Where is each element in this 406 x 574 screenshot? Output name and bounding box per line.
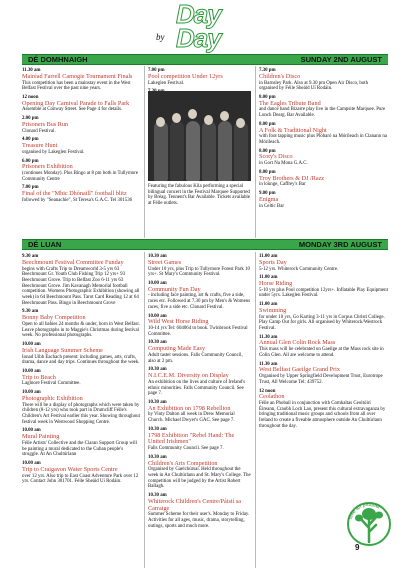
event-time: 2.00 pm bbox=[22, 116, 39, 122]
event-item bbox=[259, 254, 388, 272]
event-description: organised by Lakeglen Festival. bbox=[22, 149, 85, 155]
event-description: in Gort Na Mona G.A.C. bbox=[259, 161, 308, 167]
event-time: 10.00 am bbox=[22, 428, 41, 434]
event-time: 10.30 am bbox=[148, 454, 167, 460]
event-item bbox=[259, 362, 388, 386]
band-photo bbox=[148, 91, 251, 181]
event-item bbox=[259, 170, 388, 188]
event-item bbox=[22, 68, 140, 92]
event-item bbox=[148, 68, 251, 86]
event-title: Prisoners Exhibition bbox=[22, 163, 73, 171]
event-title: N.I.C.E.M. Diversity on Display bbox=[148, 372, 229, 380]
event-description: for under 10 yrs, Go Karting 3-11 yrs in Corpus Christi College. Play Camp Out for girls. All organised by Whiterock/Westrock Festival. bbox=[259, 314, 385, 332]
event-time: 10.30 am bbox=[148, 493, 167, 499]
event-time: 9.00 pm bbox=[259, 191, 276, 197]
event-title: Scoty's Disco bbox=[259, 153, 293, 161]
event-title: Sports Day bbox=[259, 258, 287, 266]
monday-english-label: MONDAY 3RD AUGUST bbox=[298, 240, 382, 249]
event-title: Children's Arts Competition bbox=[148, 459, 218, 467]
event-time: 8.00 pm bbox=[259, 169, 276, 175]
event-item bbox=[22, 428, 140, 458]
event-item bbox=[22, 390, 140, 425]
event-title: Enigma bbox=[259, 195, 279, 203]
event-time: 10.00 am bbox=[148, 280, 167, 286]
event-title: The Eagles Tribute Band bbox=[259, 99, 321, 107]
event-title: Wild West Horse Riding bbox=[148, 318, 209, 326]
event-title: Trip to Craigavon Water Sports Centre bbox=[22, 465, 118, 473]
event-time: 7.00 pm bbox=[148, 68, 165, 73]
logo-text: féile an phobail bbox=[347, 501, 381, 521]
event-time: 11.30 am bbox=[22, 68, 41, 73]
monday-column-1 bbox=[22, 254, 140, 488]
event-description: Assemble at Conway Street. See Page 4 for details. bbox=[22, 107, 123, 113]
event-time: 10.30 am bbox=[148, 399, 167, 405]
day-by-day-title: Day Day bbox=[176, 0, 221, 53]
event-description: 5-12 yrs. Whiterock Community Centre. bbox=[259, 266, 339, 272]
event-description: 10-14 yrs Tel: 604064 to book. Twinbrook Festival Committee. bbox=[148, 326, 248, 337]
event-item bbox=[22, 95, 140, 113]
sunday-band bbox=[22, 54, 388, 65]
event-description: 5-10 yrs plus Pool competition 12yrs+. Inflatable Play Equipment under 5yrs. Lakeglen Festival. bbox=[259, 287, 388, 299]
event-title: Ceolathon bbox=[259, 393, 285, 401]
byline: by bbox=[156, 32, 165, 42]
event-item bbox=[259, 191, 388, 209]
event-description: Clonard Festival. bbox=[22, 128, 56, 134]
event-description: and dance band Bizarre play live in the Campsite Marquee. Pure Lunch Dearg. Bar Available. bbox=[259, 107, 386, 119]
monday-band bbox=[22, 239, 388, 250]
event-time: 4.00 pm bbox=[22, 137, 39, 143]
event-description: over 12 yrs. Also trip to East Coast Adventure Park over 12 yrs. Contact John 301701. Féile Sheáid Uí Rodáin. bbox=[22, 473, 139, 485]
event-description: Organised by Gaelchúrsaí. Held throughout the week in An Chultúrlann and St. Mary's College. The competition will be judged by the Artist Robert Ballagh. bbox=[148, 467, 251, 490]
event-time: 9.30 am bbox=[22, 254, 39, 259]
event-title: Irish Language Summer Scheme bbox=[22, 346, 103, 354]
event-time: 11.30 am bbox=[259, 361, 278, 367]
event-title: Horse Riding bbox=[259, 279, 293, 287]
event-title: Troy Brothers & DJ /Razz bbox=[259, 174, 325, 182]
event-title: Street Games bbox=[148, 258, 182, 266]
event-description: Lakeglen Festival. bbox=[148, 80, 185, 86]
event-item bbox=[22, 185, 140, 203]
event-title: Trip to Beach bbox=[22, 373, 56, 381]
event-title: Opening Day Carnival Parade to Falls Park bbox=[22, 99, 130, 107]
monday-column-2 bbox=[148, 254, 251, 533]
event-title: Children's Disco bbox=[259, 72, 301, 80]
event-time: 8.00 pm bbox=[259, 121, 276, 127]
event-title: West Belfast Gaeilge Grand Prix bbox=[259, 366, 340, 374]
event-time: 9.30 am bbox=[22, 309, 39, 315]
event-time: 7.00 pm bbox=[22, 185, 39, 191]
event-item bbox=[148, 254, 251, 278]
event-description: (continues Monday). Plus Bingo at 8 pm both in Tullymore Community Centre bbox=[22, 171, 139, 182]
event-item bbox=[259, 149, 388, 167]
event-description: followed by "Seanachie", St Teresa's G.A.C. Tel 301536 bbox=[22, 197, 133, 203]
event-description: Féile Artists' Collective and the Ciaran Support Group will be painting a mural dedicated to the Cuban people's struggle. At An Chultúrlann bbox=[22, 440, 137, 458]
event-time: 8.00 pm bbox=[259, 94, 276, 100]
event-time: 12 noon bbox=[22, 94, 39, 100]
event-title: Prisoners Bus Run bbox=[22, 120, 69, 128]
sunday-irish-label: DÉ DOMHNAIGH bbox=[28, 55, 88, 64]
event-item bbox=[259, 389, 388, 430]
event-title: Pool competition Under 12yrs bbox=[148, 72, 223, 80]
event-title: Mural Painting bbox=[22, 433, 60, 441]
event-item bbox=[148, 427, 251, 452]
event-title: Computing Made Easy bbox=[148, 345, 206, 353]
photo-caption: Featuring the fabulous Kila performing a special bilingual concert in the Festival Marquee Supported by Bréag. Tennent's Bar Available. Tickets available at Féile outlets. bbox=[148, 184, 250, 207]
event-description: Under 10 yrs, plus Trip to Tullymore Forest Park 10 yrs+. St Mary's Community Festival. bbox=[148, 266, 250, 278]
event-time: 8.00 pm bbox=[259, 148, 276, 154]
event-description: by Vinty Dalton all week in Drew Memorial Church. Michael Dwyer's GAC. See page 7. bbox=[148, 412, 235, 424]
event-description: There will be a display of photographs which were taken by children (8-12 yrs) who took part in Drumcliff Féile's Children's Art Festival earlier this year. Showing throughout festival week in Westwood Shopping Centre. bbox=[22, 402, 140, 425]
event-title: Treasure Hunt bbox=[22, 142, 58, 150]
event-time: 10.00 am bbox=[148, 313, 167, 319]
event-description: in lounge, Caffrey's Bar bbox=[259, 182, 306, 188]
sunday-column-1 bbox=[22, 68, 140, 207]
event-time: 11.30 am bbox=[259, 334, 278, 340]
event-item bbox=[22, 137, 140, 155]
event-description: An exhibition on the lives and culture of Ireland's ethnic minorities. Falls Community Council. See page 7. bbox=[148, 379, 246, 397]
event-item bbox=[148, 340, 251, 364]
page-number: 9 bbox=[355, 543, 360, 552]
event-description: - including face painting, art & crafts, five a side, races etc. Followed at 7.30 pm by Men's & Womens races, five a side etc. Clonard Festival. bbox=[148, 293, 251, 310]
event-title: Mairéad Farrell Camogie Tournament Finals bbox=[22, 72, 133, 80]
column-divider bbox=[255, 252, 256, 568]
event-item bbox=[22, 254, 140, 306]
event-time: 10.00 am bbox=[22, 342, 41, 348]
event-title: Photographic Exhibition bbox=[22, 394, 83, 402]
event-item bbox=[148, 455, 251, 490]
event-item bbox=[259, 275, 388, 299]
column-divider bbox=[144, 66, 145, 238]
event-time: 11.00 am bbox=[259, 275, 278, 281]
event-description: Ionad Uibh Eachach present: including games, arts, crafts, drama, dance and day trips. Continues throughout the week. bbox=[22, 354, 140, 366]
event-item bbox=[22, 116, 140, 134]
event-description: This competition has been a mainstay event in the West Belfast Festival over the past nine years. bbox=[22, 80, 131, 92]
event-item bbox=[259, 335, 388, 359]
event-time: 10.30 am bbox=[148, 340, 167, 346]
event-item bbox=[259, 68, 388, 92]
event-time: 10.30 am bbox=[148, 254, 167, 259]
monday-irish-label: DÉ LUAN bbox=[28, 240, 62, 249]
event-description: Adult taster sessions. Falls Community Council, also at 2 pm. bbox=[148, 352, 243, 364]
event-title: An Exhibition on 1798 Rebellion bbox=[148, 404, 231, 412]
event-item bbox=[22, 369, 140, 387]
event-item bbox=[259, 95, 388, 119]
event-item bbox=[148, 314, 251, 338]
monday-column-3 bbox=[259, 254, 388, 433]
event-title: Whiterock Children's Centre/Páistí sa Carraige bbox=[148, 497, 242, 512]
event-title: Community Fun Day bbox=[148, 285, 201, 293]
event-title: Swimming bbox=[259, 306, 287, 314]
event-description: This mass will be celebrated on Gaeilge at the Mass rock site in Colin Glen. All are welcome to attend. bbox=[259, 347, 384, 358]
event-item bbox=[22, 461, 140, 485]
event-item bbox=[148, 400, 251, 424]
event-item bbox=[259, 122, 388, 146]
feile-logo bbox=[345, 498, 393, 554]
column-divider bbox=[255, 66, 256, 238]
event-description: Open to all babies 24 months & under, born in West Belfast. Leave photographs in to Maggie's Christmas during festival week. No professional photographs. bbox=[22, 321, 140, 339]
event-item bbox=[148, 367, 251, 397]
event-time: 11.00 am bbox=[259, 254, 278, 259]
event-description: in Celtic Bar bbox=[259, 203, 284, 209]
event-description: Féile an Phobail in conjunction with Comhaltas Ceoltóirí Éireann, Craobh Loch Lao, present this cultural extravaganza by bringing traditional music groups and schools from all over Ireland to create a fiveable atmosphere outside An Chultúrlann throughout the day. bbox=[259, 401, 386, 429]
event-time: 10.30 am bbox=[148, 426, 167, 432]
event-description: Summer Scheme for their user's. Monday to Friday. Activities for all ages, music, drama, storytelling, outings, sports and much more. bbox=[148, 512, 250, 529]
event-title: Beechmount Festival Committee Funday bbox=[22, 258, 124, 266]
event-title: Bonny Baby Competition bbox=[22, 314, 86, 322]
event-description: Falls Community Council. See page 7. bbox=[148, 446, 224, 452]
event-item bbox=[148, 281, 251, 311]
event-item bbox=[22, 309, 140, 339]
event-item bbox=[148, 493, 251, 529]
event-time: 6.00 pm bbox=[22, 158, 39, 164]
event-item bbox=[22, 159, 140, 183]
event-description: in Barnsley Park. Also at 9.30 pm Open Air Disco, both organised by Féile Sheáid Uí Rodáin. bbox=[259, 80, 369, 92]
page-header bbox=[0, 0, 406, 52]
event-title: Annual Glen Colin Rock Mass bbox=[259, 339, 336, 347]
event-description: begins with Crafts Trip to Dreamworld 3-5 yrs 63 Beechmount Gr. Youth Club Fishing Trip 12 yrs+ 93 Beechmount Grove. Trip to Belfast Zoo 6-11 yrs 63 Beechmount Grove. Jim Kavanagh Memorial football competition. Womens Photographic Exhibition (showing all week) in 64 Beechmount Pass. Tarot Card Reading 12 at 64 Beechmount Pass. Bingo in Beechmount Grove bbox=[22, 266, 140, 306]
event-description: with foot tapping music plus Plobaró na Mórileach in Clanann na Mórileach. bbox=[259, 134, 387, 146]
sunday-column-3 bbox=[259, 68, 388, 212]
event-time: 10.30 am bbox=[148, 367, 167, 373]
sunday-english-label: SUNDAY 2ND AUGUST bbox=[300, 55, 382, 64]
event-title: 1798 Exhibition "Rebel Hand: The United Irishmen" bbox=[148, 431, 235, 446]
event-description: Lagmore Festival Committee. bbox=[22, 381, 81, 387]
event-item bbox=[22, 342, 140, 366]
event-title: Final of the "Mhic Dhónaill" football blitz bbox=[22, 190, 127, 198]
event-time: 10.00 am bbox=[22, 461, 41, 467]
event-time: 7.30 pm bbox=[259, 68, 276, 73]
event-time: 10.00 am bbox=[22, 368, 41, 374]
event-title: A Folk & Traditional Night bbox=[259, 126, 327, 134]
event-time: 11.00 am bbox=[259, 302, 278, 308]
event-item bbox=[259, 302, 388, 332]
event-description: Organised by Upper Springfield Development Trust, Eurotrope Trust, All Welcome Tel: 439752. bbox=[259, 374, 383, 385]
event-time: 10.00 am bbox=[22, 390, 41, 396]
event-time: 12 noon bbox=[259, 388, 276, 394]
column-divider bbox=[144, 252, 145, 568]
